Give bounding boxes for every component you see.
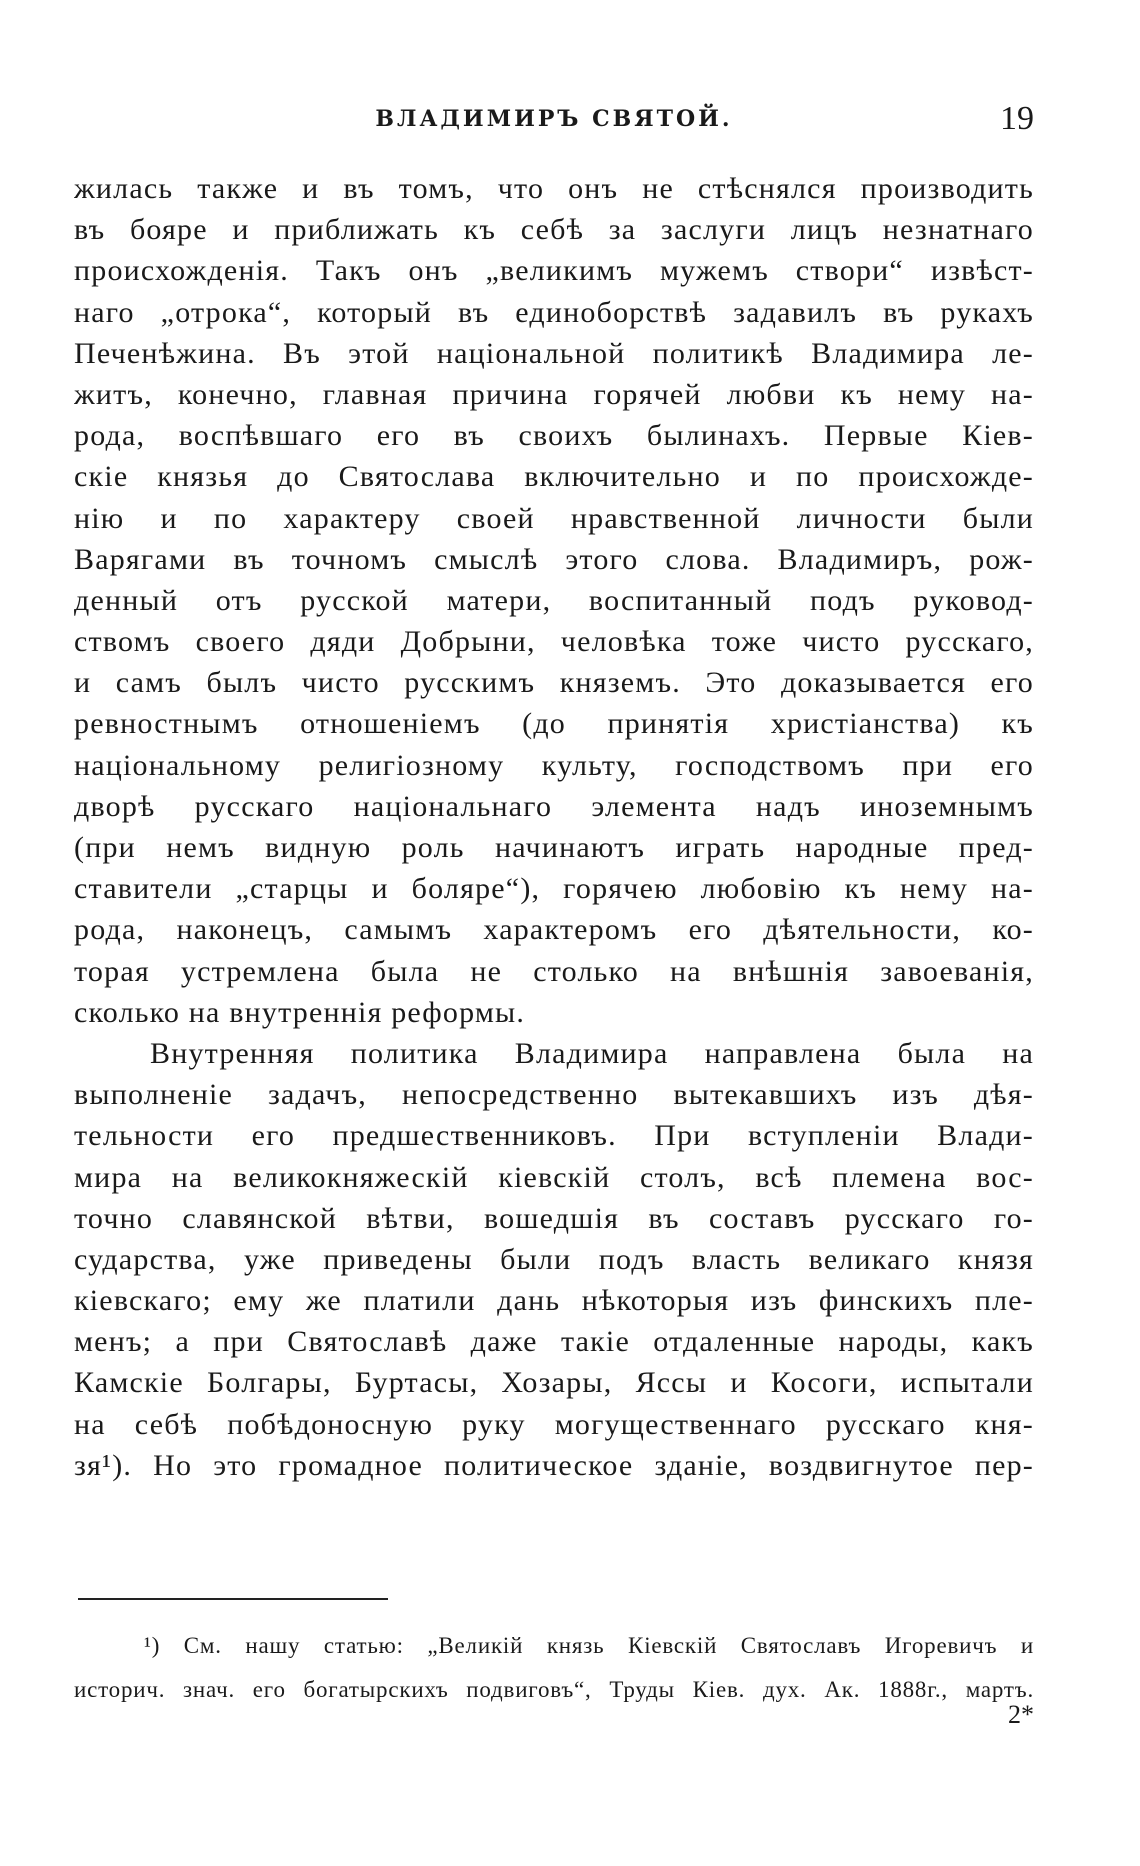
footnote-divider (78, 1598, 388, 1600)
text-line: нію и по характеру своей нравственной личности были (74, 501, 1034, 535)
text-line: дворѣ русскаго національнаго элемента надъ иноземнымъ (74, 789, 1034, 823)
text-line: происхожденія. Такъ онъ „великимъ мужемъ створи“ извѣст- (74, 254, 1034, 288)
footnote-line: историч. знач. его богатырскихъ подвиговъ“, Труды Кіев. дух. Ак. 1888г., мартъ. (74, 1677, 1034, 1702)
text-line: рода, воспѣвшаго его въ своихъ былинахъ. Первые Кіев- (74, 419, 1034, 453)
text-line: мира на великокняжескій кіевскій столъ, всѣ племена вос- (74, 1160, 1034, 1194)
paragraph-start-line: Внутренняя политика Владимира направлена была на (150, 1036, 1034, 1070)
body-text (74, 168, 1034, 1486)
text-line: сударства, уже приведены были подъ власть великаго князя (74, 1242, 1034, 1276)
text-line: Печенѣжина. Въ этой національной политикѣ Владимира ле- (74, 336, 1034, 370)
text-line: Варягами въ точномъ смыслѣ этого слова. Владимиръ, рож- (74, 542, 1034, 576)
text-line: въ бояре и приближать къ себѣ за заслуги лицъ незнатнаго (74, 213, 1034, 247)
signature-mark: 2* (1008, 1700, 1034, 1729)
text-line: и самъ былъ чисто русскимъ княземъ. Это доказывается его (74, 666, 1034, 700)
text-line: Камскіе Болгары, Буртасы, Хозары, Ясcы и Косоги, испытали (74, 1366, 1034, 1400)
text-line: торая устремлена была не столько на внѣшнія завоеванія, (74, 954, 1034, 988)
text-line: ревностнымъ отношеніемъ (до принятія христіанства) къ (74, 707, 1034, 741)
text-line: менъ; а при Святославѣ даже такіе отдаленные народы, какъ (74, 1325, 1034, 1359)
text-line: выполненіе задачъ, непосредственно вытекавшихъ изъ дѣя- (74, 1078, 1034, 1112)
text-line: скіе князья до Святослава включительно и по происхожде- (74, 460, 1034, 494)
text-line: ставители „старцы и боляре“), горячею любовію къ нему на- (74, 872, 1034, 906)
text-line: житъ, конечно, главная причина горячей любви къ нему на- (74, 377, 1034, 411)
footnote-line: ¹) См. нашу статью: „Великій князь Кіевскій Святославъ Игоревичъ и (144, 1633, 1034, 1658)
text-line: кіевскаго; ему же платили дань нѣкоторыя изъ финскихъ пле- (74, 1284, 1034, 1318)
text-line: денный отъ русской матери, воспитанный подъ руковод- (74, 583, 1034, 617)
text-line: (при немъ видную роль начинаютъ играть народные пред- (74, 831, 1034, 864)
page-number: 19 (1000, 100, 1034, 137)
text-line: ствомъ своего дяди Добрыни, человѣка тоже чисто русскаго, (74, 625, 1034, 659)
paragraph-end-line: сколько на внутреннія реформы. (74, 995, 526, 1029)
footnotes (74, 1624, 1034, 1712)
text-line: національному религіозному культу, господствомъ при его (74, 748, 1034, 782)
text-line: зя¹). Но это громадное политическое зданіе, воздвигнутое пер- (74, 1448, 1034, 1482)
page-header (74, 96, 1034, 146)
text-line: на себѣ побѣдоносную руку могущественнаго русскаго кня- (74, 1407, 1034, 1441)
text-line: точно славянской вѣтви, вошедшія въ составъ русскаго го- (74, 1201, 1034, 1235)
text-line: рода, наконецъ, самымъ характеромъ его дѣятельности, ко- (74, 913, 1034, 947)
text-line: тельности его предшественниковъ. При вступленіи Влади- (74, 1119, 1034, 1153)
running-title: ВЛАДИМИРЪ СВЯТОЙ. (375, 106, 733, 132)
text-line: наго „отрока“, который въ единоборствѣ задавилъ въ рукахъ (74, 295, 1034, 329)
text-line: жилась также и въ томъ, что онъ не стѣснялся производить (74, 172, 1034, 205)
